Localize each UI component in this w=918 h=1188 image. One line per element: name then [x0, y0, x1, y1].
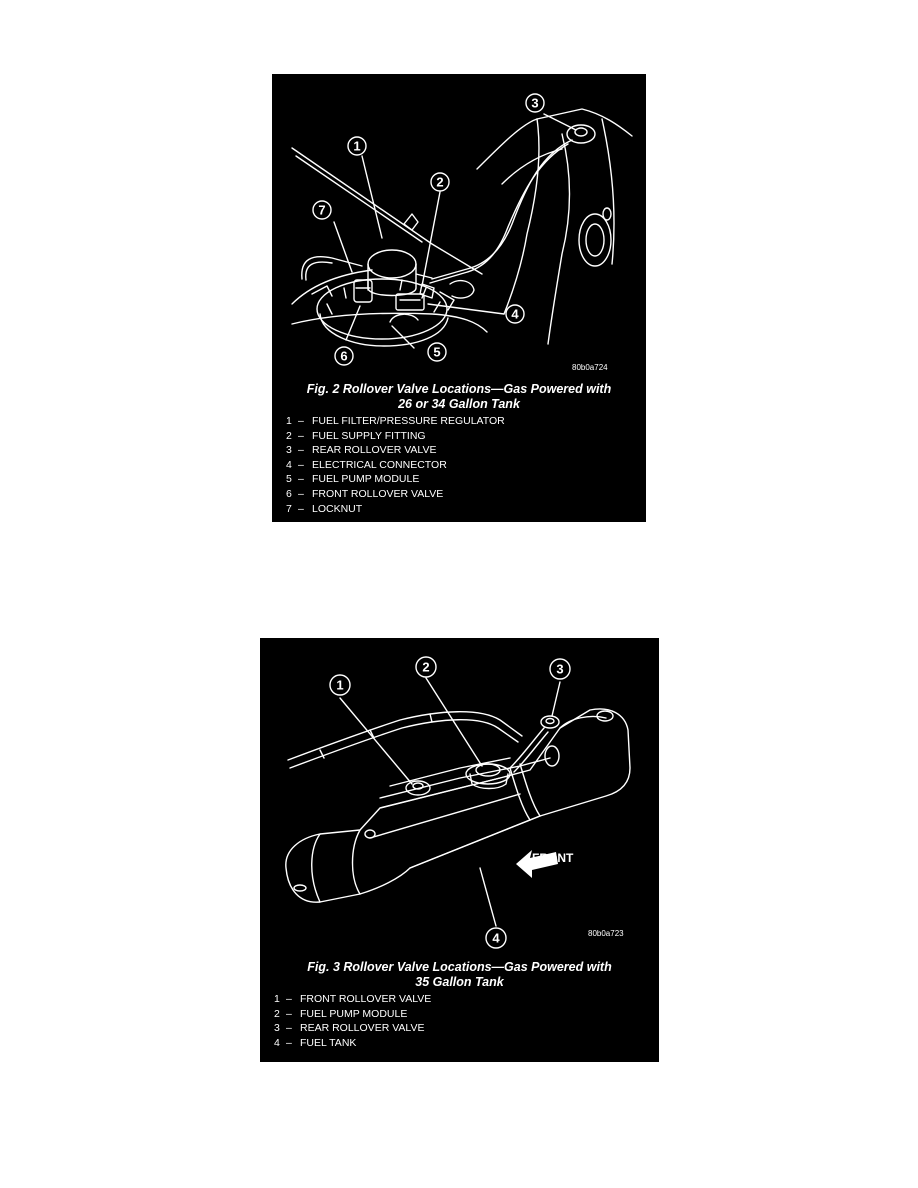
callout-4-number: 4 — [511, 306, 519, 322]
caption-line-2: 35 Gallon Tank — [415, 975, 504, 989]
figure-caption — [260, 960, 659, 990]
callout-1-number: 1 — [353, 138, 361, 154]
figure-caption — [272, 382, 646, 412]
legend-list — [286, 414, 505, 516]
legend-item: 3 – REAR ROLLOVER VALVE — [274, 1022, 425, 1035]
figure-2 — [272, 74, 646, 522]
caption-line-2: 26 or 34 Gallon Tank — [398, 397, 520, 411]
legend-item: 2 – FUEL PUMP MODULE — [274, 1007, 408, 1020]
legend-item: 2 – FUEL SUPPLY FITTING — [286, 429, 426, 442]
legend-item: 4 – ELECTRICAL CONNECTOR — [286, 458, 447, 471]
callout-3-number: 3 — [531, 95, 539, 111]
image-code: 80b0a724 — [572, 363, 608, 372]
callout-5-number: 5 — [433, 344, 441, 360]
fig3-callouts — [330, 657, 570, 948]
legend-item: 1 – FRONT ROLLOVER VALVE — [274, 993, 432, 1005]
callout-4-number: 4 — [492, 930, 500, 946]
callout-6-number: 6 — [340, 348, 348, 364]
callout-3-number: 3 — [556, 661, 564, 677]
legend-item: 7 – LOCKNUT — [286, 502, 363, 515]
legend-item: 3 – REAR ROLLOVER VALVE — [286, 444, 437, 457]
callout-2-number: 2 — [422, 659, 430, 675]
callout-7-number: 7 — [318, 202, 326, 218]
legend-item: 5 – FUEL PUMP MODULE — [286, 473, 420, 486]
callout-2-number: 2 — [436, 174, 444, 190]
legend-item: 1 – FUEL FILTER/PRESSURE REGULATOR — [286, 415, 505, 427]
fig2-illustration — [272, 74, 646, 384]
image-code: 80b0a723 — [588, 929, 624, 938]
figure-3 — [260, 638, 659, 1062]
legend-list — [274, 992, 431, 1050]
legend-item: 4 – FUEL TANK — [274, 1036, 357, 1049]
caption-line-1: Fig. 2 Rollover Valve Locations—Gas Powered with — [306, 382, 612, 396]
legend-item: 6 – FRONT ROLLOVER VALVE — [286, 487, 444, 500]
fig3-illustration — [260, 638, 659, 953]
front-label: FRONT — [532, 851, 574, 865]
callout-1-number: 1 — [336, 677, 344, 693]
caption-line-1: Fig. 3 Rollover Valve Locations—Gas Powered with — [307, 960, 612, 974]
